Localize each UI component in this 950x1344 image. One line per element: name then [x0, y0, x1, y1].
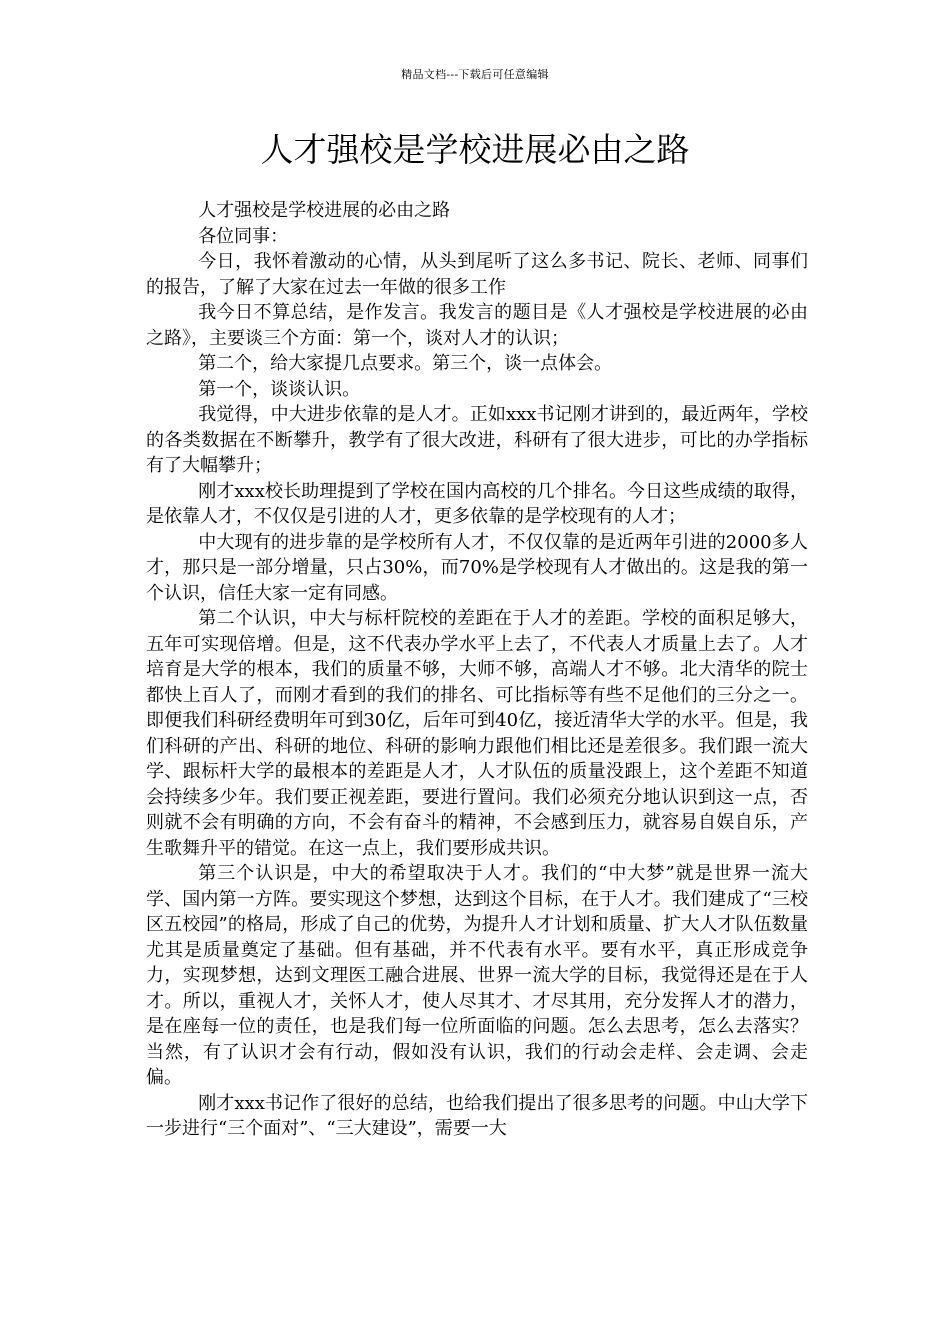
- paragraph-subtitle: 人才强校是学校进展的必由之路: [198, 200, 451, 221]
- paragraph: 第一个，谈谈认识。: [198, 378, 361, 400]
- paragraph: 第二个，给大家提几点要求。第三个，谈一点体会。: [198, 353, 613, 374]
- paragraph: 我觉得，中大进步依靠的是人才。正如xxx书记刚才讲到的，最近两年，学校的各类数据在不断攀升，教学有了很大改进，科研有了很大进步，可比的办学指标有了大幅攀升；: [146, 404, 808, 476]
- paragraph: 第三个认识是，中大的希望取决于人才。我们的“中大梦”就是世界一流大学、国内第一方阵。要实现这个梦想，达到这个目标，在于人才。我们建成了“三校区五校园”的格局，形成了自己的优势，为提升人才计划和质量、扩大人才队伍数量尤其是质量奠定了基础。但有基础，并不代表有水平。要有水平，真正形成竞争力，实现梦想，达到文理医工融合进展、世界一流大学的目标，我觉得还是在于人才。所以，重视人才，关怀人才，使人尽其才、才尽其用，充分发挥人才的潜力，是在座每一位的责任，也是我们每一位所面临的问题。怎么去思考，怎么去落实？当然，有了认识才会有行动，假如没有认识，我们的行动会走样、会走调、会走偏。: [146, 863, 808, 1088]
- document-body: [146, 198, 808, 1142]
- paragraph: 今日，我怀着激动的心情，从头到尾听了这么多书记、院长、老师、同事们的报告，了解了大家在过去一年做的很多工作: [146, 251, 808, 298]
- paragraph: 刚才xxx书记作了很好的总结，也给我们提出了很多思考的问题。中山大学下一步进行“三个面对”、“三大建设”，需要一大: [146, 1092, 808, 1139]
- header-note: 精品文档---下载后可任意编辑: [401, 68, 549, 81]
- paragraph: 第二个认识，中大与标杆院校的差距在于人才的差距。学校的面积足够大，五年可实现倍增。但是，这不代表办学水平上去了，不代表人才质量上去了。人才培育是大学的根本，我们的质量不够，大师不够，高端人才不够。北大清华的院士都快上百人了，而刚才看到的我们的排名、可比指标等有些不足他们的三分之一。即便我们科研经费明年可到30亿，后年可到40亿，接近清华大学的水平。但是，我们科研的产出、科研的地位、科研的影响力跟他们相比还是差很多。我们跟一流大学、跟标杆大学的最根本的差距是人才，人才队伍的质量没跟上，这个差距不知道会持续多少年。我们要正视差距，要进行置问。我们必须充分地认识到这一点，否则就不会有明确的方向，不会有奋斗的精神，不会感到压力，就容易自娱自乐，产生歌舞升平的错觉。在这一点上，我们要形成共识。: [146, 608, 808, 859]
- paragraph: 我今日不算总结，是作发言。我发言的题目是《人才强校是学校进展的必由之路》，主要谈三个方面：第一个，谈对人才的认识；: [146, 302, 808, 349]
- paragraph: 中大现有的进步靠的是学校所有人才，不仅仅靠的是近两年引进的2000多人才，那只是一部分增量，只占30%，而70%是学校现有人才做出的。这是我的第一个认识，信任大家一定有同感。: [146, 531, 808, 604]
- paragraph-salutation: 各位同事：: [198, 225, 289, 247]
- document-title: 人才强校是学校进展必由之路: [260, 130, 690, 169]
- paragraph: 刚才xxx校长助理提到了学校在国内高校的几个排名。今日这些成绩的取得，是依靠人才，不仅仅是引进的人才，更多依靠的是学校现有的人才；: [146, 480, 808, 527]
